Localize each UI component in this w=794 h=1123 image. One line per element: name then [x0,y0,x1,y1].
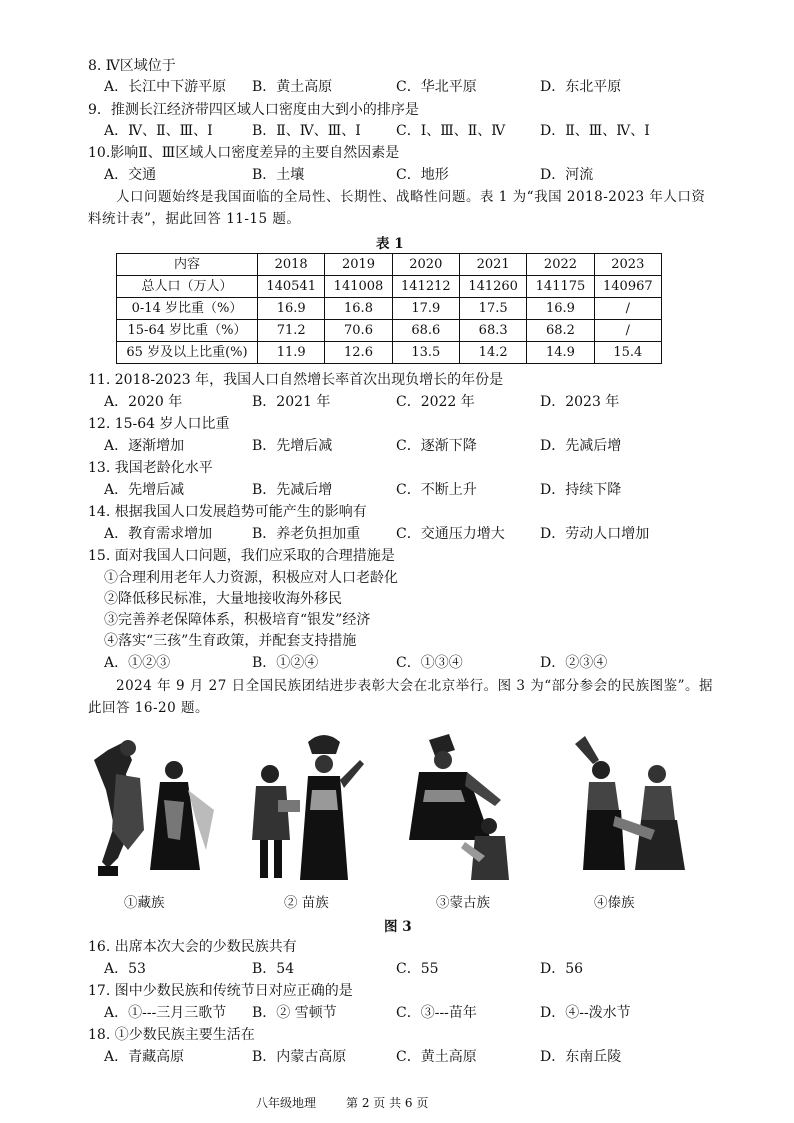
table-cell: 141260 [459,276,526,298]
q17-option-b: B．② 雪顿节 [252,1005,337,1021]
table-cell: 70.6 [325,320,392,342]
q12-option-b: B．先增后减 [252,438,333,454]
q18-option-a: A．青藏高原 [104,1049,185,1065]
table-cell: 11.9 [258,342,325,364]
table-header-cell: 2023 [594,254,661,276]
footer-page-number: 第 2 页 共 6 页 [346,1096,429,1110]
q16-option-a: A．53 [104,961,146,977]
q15-option-b: B．①②④ [252,655,319,671]
table-header-row [117,254,662,276]
table-cell: 68.2 [527,320,594,342]
table-cell: 141212 [392,276,459,298]
question-10-stem: 10.影响Ⅱ、Ⅲ区域人口密度差异的主要自然因素是 [88,145,400,161]
q16-option-b: B．54 [252,961,295,977]
q10-option-b: B．土壤 [252,167,305,183]
question-13-stem: 13. 我国老龄化水平 [88,460,213,476]
table-cell: 140541 [258,276,325,298]
mongolian-dancers-illustration [405,730,535,885]
table-cell: 13.5 [392,342,459,364]
q15-option-a: A．①②③ [104,655,171,671]
q12-option-a: A．逐渐增加 [104,438,185,454]
figure-title: 图 3 [384,919,412,935]
question-17-stem: 17. 图中少数民族和传统节日对应正确的是 [88,983,353,999]
table-cell: / [594,298,661,320]
q18-option-c: C．黄土高原 [396,1049,477,1065]
question-11-stem: 11. 2018-2023 年，我国人口自然增长率首次出现负增长的年份是 [88,372,504,388]
table-cell: 15.4 [594,342,661,364]
table-cell: 17.9 [392,298,459,320]
question-12-stem: 12. 15-64 岁人口比重 [88,416,230,432]
table-cell: 16.9 [258,298,325,320]
q15-statement: ②降低移民标准，大量地接收海外移民 [104,591,342,607]
table-cell: 68.3 [459,320,526,342]
q14-option-a: A．教育需求增加 [104,526,213,542]
q9-option-b: B．Ⅱ、Ⅳ、Ⅲ、Ⅰ [252,123,361,139]
dai-dancers-illustration [565,730,695,885]
q14-option-b: B．养老负担加重 [252,526,361,542]
table-cell: 17.5 [459,298,526,320]
table-row [117,342,662,364]
q17-option-c: C．③---苗年 [396,1005,477,1021]
table-cell: 141175 [527,276,594,298]
footer-subject: 八年级地理 [256,1096,317,1110]
question-18-stem: 18. ①少数民族主要生活在 [88,1027,255,1043]
q17-option-a: A．①---三月三歌节 [104,1005,227,1021]
q11-option-c: C．2022 年 [396,394,475,410]
table-cell: 16.8 [325,298,392,320]
table-row [117,276,662,298]
q14-option-d: D．劳动人口增加 [540,526,650,542]
q13-option-b: B．先减后增 [252,482,333,498]
q15-statement: ①合理利用老年人力资源，积极应对人口老龄化 [104,570,398,586]
q9-option-a: A．Ⅳ、Ⅱ、Ⅲ、Ⅰ [104,123,213,139]
miao-dancers-illustration [238,730,368,885]
q8-option-b: B．黄土高原 [252,79,333,95]
table-cell: 68.6 [392,320,459,342]
q14-option-c: C．交通压力增大 [396,526,505,542]
table-header-cell: 2020 [392,254,459,276]
figure-caption-miao: ② 苗族 [284,895,329,911]
figure-caption-mongolian: ③蒙古族 [436,895,490,911]
q12-option-d: D．先减后增 [540,438,622,454]
q16-option-d: D．56 [540,961,584,977]
tibetan-dancers-illustration [88,730,218,885]
question-16-stem: 16. 出席本次大会的少数民族共有 [88,939,297,955]
table-header-cell: 2021 [459,254,526,276]
q9-option-d: D．Ⅱ、Ⅲ、Ⅳ、Ⅰ [540,123,650,139]
table-header-cell: 内容 [117,254,258,276]
q13-option-a: A．先增后减 [104,482,185,498]
table-cell: 0-14 岁比重（%） [117,298,258,320]
intro-paragraph-1-line1: 人口问题始终是我国面临的全局性、长期性、战略性问题。表 1 为“我国 2018-2023 年人口资 [116,189,706,205]
q18-option-d: D．东南丘陵 [540,1049,622,1065]
q10-option-d: D．河流 [540,167,594,183]
q15-option-c: C．①③④ [396,655,463,671]
table-cell: / [594,320,661,342]
q8-option-c: C．华北平原 [396,79,477,95]
q11-option-a: A．2020 年 [104,394,183,410]
q8-option-a: A．长江中下游平原 [104,79,227,95]
question-8-stem: 8. Ⅳ区域位于 [88,58,176,74]
question-14-stem: 14. 根据我国人口发展趋势可能产生的影响有 [88,504,367,520]
table-cell: 65 岁及以上比重(%) [117,342,258,364]
population-table [116,253,662,364]
table-cell: 12.6 [325,342,392,364]
question-9-stem: 9．推测长江经济带四区域人口密度由大到小的排序是 [88,102,419,118]
q13-option-c: C．不断上升 [396,482,477,498]
q15-statement: ④落实“三孩”生育政策，并配套支持措施 [104,633,357,649]
intro-paragraph-2-line1: 2024 年 9 月 27 日全国民族团结进步表彰大会在北京举行。图 3 为“部分参会的民族图鉴”。据 [116,678,714,694]
table-row [117,320,662,342]
q15-option-d: D．②③④ [540,655,608,671]
table-cell: 141008 [325,276,392,298]
figure-caption-tibetan: ①藏族 [124,895,165,911]
table-header-cell: 2019 [325,254,392,276]
table-cell: 71.2 [258,320,325,342]
table-cell: 15-64 岁比重（%） [117,320,258,342]
q17-option-d: D．④--泼水节 [540,1005,631,1021]
table-cell: 14.9 [527,342,594,364]
q9-option-c: C．Ⅰ、Ⅲ、Ⅱ、Ⅳ [396,123,506,139]
q10-option-a: A．交通 [104,167,157,183]
q8-option-d: D．东北平原 [540,79,622,95]
figure-caption-dai: ④傣族 [594,895,635,911]
q12-option-c: C．逐渐下降 [396,438,477,454]
q11-option-b: B．2021 年 [252,394,331,410]
table-row [117,298,662,320]
table-cell: 140967 [594,276,661,298]
intro-paragraph-2-line2: 此回答 16-20 题。 [88,700,210,716]
table-header-cell: 2022 [527,254,594,276]
q18-option-b: B．内蒙古高原 [252,1049,347,1065]
q13-option-d: D．持续下降 [540,482,622,498]
question-15-stem: 15. 面对我国人口问题，我们应采取的合理措施是 [88,548,395,564]
q15-statement: ③完善养老保障体系，积极培育“银发”经济 [104,612,371,628]
q11-option-d: D．2023 年 [540,394,620,410]
table-cell: 14.2 [459,342,526,364]
table-header-cell: 2018 [258,254,325,276]
q10-option-c: C．地形 [396,167,449,183]
table-caption: 表 1 [376,236,404,252]
table-cell: 16.9 [527,298,594,320]
intro-paragraph-1-line2: 料统计表”，据此回答 11-15 题。 [88,211,301,227]
q16-option-c: C．55 [396,961,439,977]
table-cell: 总人口（万人） [117,276,258,298]
